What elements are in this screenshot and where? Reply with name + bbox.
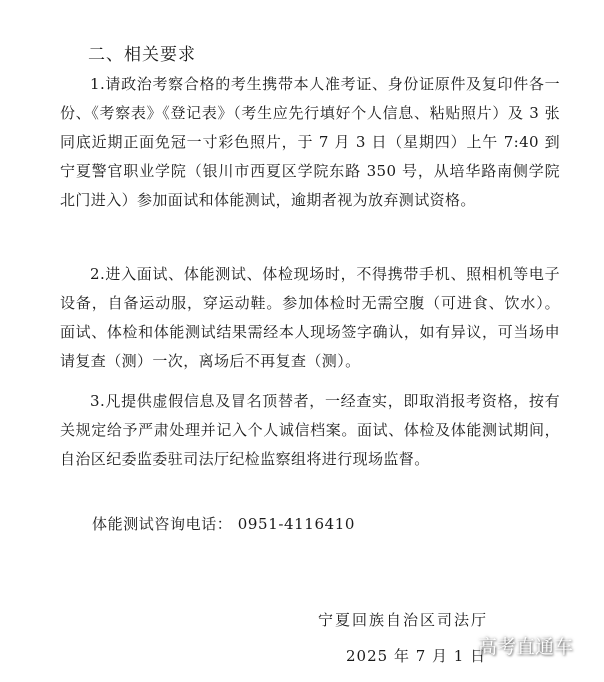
paragraph-2: 2.进入面试、体能测试、体检现场时，不得携带手机、照相机等电子设备，自备运动服，穿运动鞋。参加体检时无需空腹（可进食、饮水）。面试、体检和体能测试结果需经本人现场签字确认，如有异议，可当场申请复查（测）一次，离场后不再复查（测）。: [60, 265, 560, 370]
watermark-text: 高考直通车: [478, 636, 574, 658]
paragraph-3: 3.凡提供虚假信息及冒名顶替者，一经查实，即取消报考资格，按有关规定给予严肃处理并记入个人诚信档案。面试、体检及体能测试期间，自治区纪委监委驻司法厅纪检监察组将进行现场监督。: [60, 392, 560, 468]
contact-phone-line: 体能测试咨询电话： 0951-4116410: [92, 515, 356, 533]
section-heading: 二、相关要求: [88, 45, 196, 65]
paragraph-1: 1.请政治考察合格的考生携带本人准考证、身份证原件及复印件各一份、《考察表》《登记表》（考生应先行填好个人信息、粘贴照片）及 3 张同底近期正面免冠一寸彩色照片，于 7 月 3 日（星期四）上午 7:40 到宁夏警官职业学院（银川市西夏区学院东路 350 号，从培华路南侧学院北门进入）参加面试和体能测试，逾期者视为放弃测试资格。: [60, 75, 560, 209]
issue-date: 2025 年 7 月 1 日: [346, 647, 487, 665]
issuer-name: 宁夏回族自治区司法厅: [318, 611, 489, 629]
